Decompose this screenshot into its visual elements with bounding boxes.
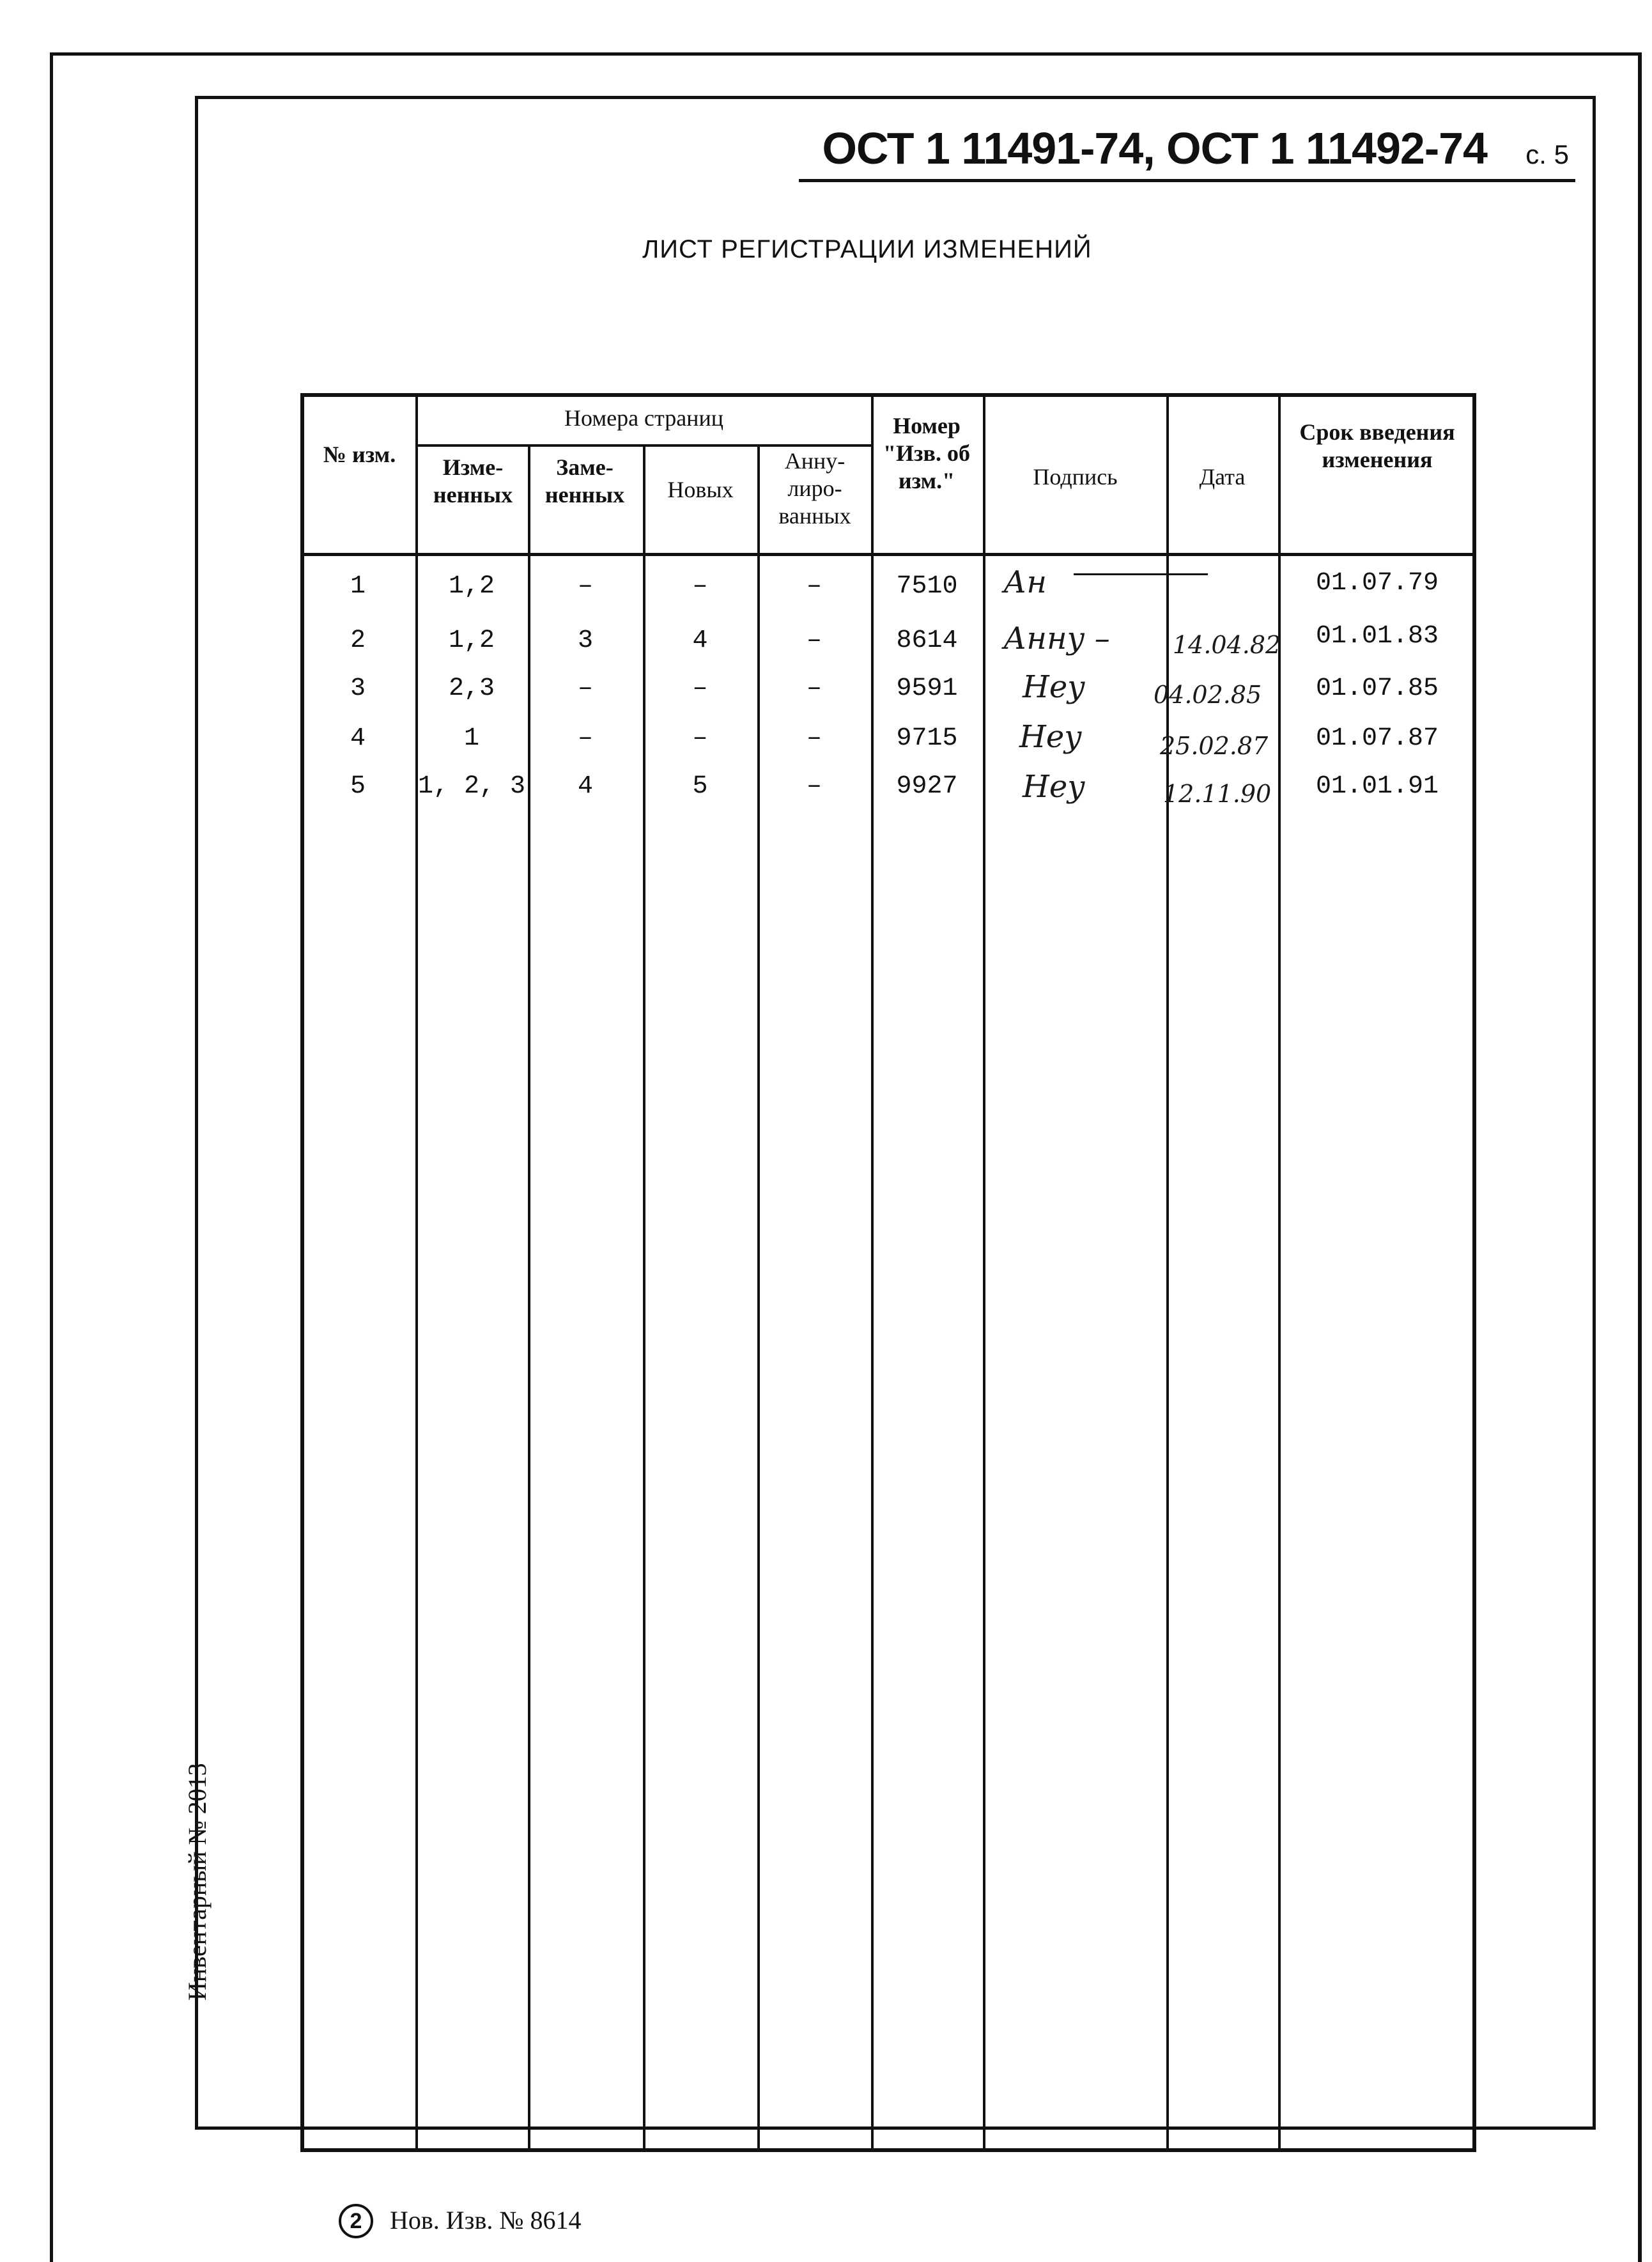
col-divider: [983, 393, 985, 2152]
cell-term: 01.01.91: [1315, 772, 1439, 801]
cell-term: 01.01.83: [1315, 622, 1439, 651]
cell-changed: 1: [463, 724, 479, 753]
cell-num: 3: [350, 674, 366, 703]
cell-term: 01.07.85: [1315, 674, 1439, 703]
cell-term: 01.07.87: [1315, 724, 1439, 753]
cell-replaced: 4: [577, 772, 593, 801]
inventory-number: Инвентарный № 2013: [183, 1763, 212, 2001]
header-new: Новых: [667, 477, 734, 502]
cell-changed: 2,3: [448, 674, 495, 703]
cell-annulled: –: [806, 572, 822, 601]
header-notice-number: Номер "Изв. об изм.": [883, 413, 970, 494]
cell-notice: 7510: [896, 572, 958, 601]
cell-replaced: –: [577, 572, 593, 601]
cell-notice: 9927: [896, 772, 958, 801]
sheet-title: ЛИСТ РЕГИСТРАЦИИ ИЗМЕНЕНИЙ: [642, 235, 1092, 263]
cell-changed: 1,2: [448, 626, 495, 655]
cell-new: –: [692, 724, 708, 753]
handwritten-date: 14.04.82: [1173, 631, 1281, 659]
cell-new: 4: [692, 626, 708, 655]
handwritten-date: 04.02.85: [1154, 681, 1262, 709]
cell-replaced: 3: [577, 626, 593, 655]
header-signature: Подпись: [1033, 464, 1118, 490]
handwritten-signature: Неу: [1023, 669, 1086, 705]
footer-notice: Нов. Изв. № 8614: [390, 2206, 582, 2235]
header-replaced: Заме-ненных: [544, 454, 625, 508]
handwritten-signature: Неу: [1023, 769, 1086, 805]
header-num: № изм.: [323, 442, 396, 467]
cell-new: 5: [692, 772, 708, 801]
cell-term: 01.07.79: [1315, 569, 1439, 598]
cell-notice: 9715: [896, 724, 958, 753]
header-annulled: Анну-лиро-ванных: [778, 448, 851, 529]
header-pages-group: Номера страниц: [564, 405, 723, 431]
cell-replaced: –: [577, 674, 593, 703]
cell-annulled: –: [806, 626, 822, 655]
handwritten-signature: Анну –: [1003, 621, 1110, 656]
header-changed: Изме-ненных: [433, 454, 513, 508]
cell-num: 5: [350, 772, 366, 801]
change-circle-number: 2: [339, 2204, 373, 2238]
cell-replaced: –: [577, 724, 593, 753]
cell-changed: 1,2: [448, 572, 495, 601]
handwritten-date: 12.11.90: [1163, 780, 1272, 808]
cell-num: 2: [350, 626, 366, 655]
col-divider: [1166, 393, 1169, 2152]
header-rule: [799, 179, 1575, 182]
cell-num: 1: [350, 572, 366, 601]
change-registration-table: [300, 393, 1476, 2152]
handwritten-signature: Ан: [1003, 564, 1047, 600]
document-header: [799, 123, 1569, 187]
header-bottom-line: [300, 553, 1476, 556]
cell-notice: 9591: [896, 674, 958, 703]
cell-new: –: [692, 674, 708, 703]
cell-annulled: –: [806, 674, 822, 703]
handwritten-signature: Неу: [1019, 719, 1083, 755]
cell-annulled: –: [806, 724, 822, 753]
cell-num: 4: [350, 724, 366, 753]
table-frame: [300, 393, 1476, 2152]
header-date: Дата: [1199, 464, 1246, 490]
col-divider: [871, 393, 874, 2152]
col-divider: [415, 393, 418, 2152]
page-number: с. 5: [1525, 139, 1569, 169]
cell-new: –: [692, 572, 708, 601]
standard-title: ОСТ 1 11491-74, ОСТ 1 11492-74: [822, 123, 1487, 173]
cell-changed: 1, 2, 3: [417, 772, 526, 801]
cell-annulled: –: [806, 772, 822, 801]
handwritten-date: 25.02.87: [1160, 732, 1269, 760]
header-term: Срок введения изменения: [1299, 419, 1455, 473]
signature-stroke: [1074, 573, 1208, 575]
cell-notice: 8614: [896, 626, 958, 655]
